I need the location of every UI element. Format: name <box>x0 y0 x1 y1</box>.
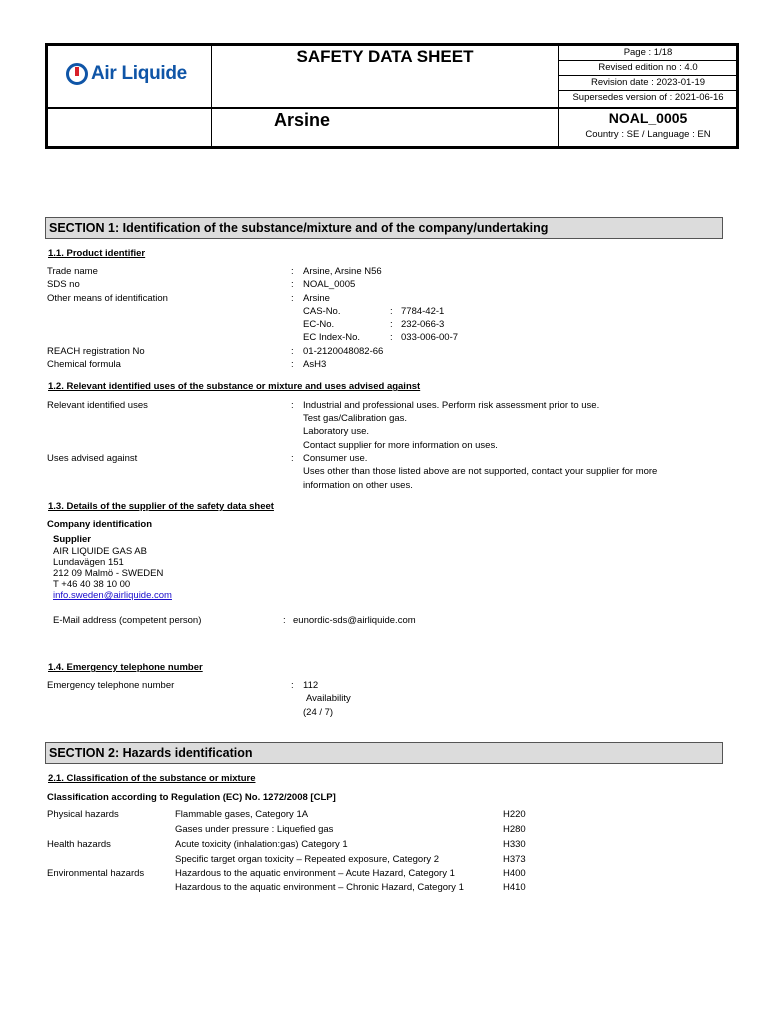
revised-edition: Revised edition no : 4.0 <box>598 62 698 73</box>
supplier-email-link[interactable]: info.sweden@airliquide.com <box>53 590 172 601</box>
reach-value: 01-2120048082-66 <box>303 346 384 357</box>
uses-against-line: information on other uses. <box>303 480 413 491</box>
hazard-code: H220 <box>503 809 526 820</box>
subsection-1-2-heading: 1.2. Relevant identified uses of the substance or mixture and uses advised against <box>48 381 421 392</box>
colon: : <box>390 306 393 317</box>
trade-name-value: Arsine, Arsine N56 <box>303 266 382 277</box>
hazard-class: Flammable gases, Category 1A <box>175 809 309 820</box>
uses-against-line: Uses other than those listed above are not supported, contact your supplier for more <box>303 466 658 477</box>
uses-line: Contact supplier for more information on uses. <box>303 440 498 451</box>
other-means-value: Arsine <box>303 293 330 304</box>
reach-label: REACH registration No <box>47 346 145 357</box>
emergency-phone-label: Emergency telephone number <box>47 680 175 691</box>
competent-email-label: E-Mail address (competent person) <box>53 615 202 626</box>
header-divider <box>559 90 737 91</box>
sds-no-label: SDS no <box>47 279 80 290</box>
cas-value: 7784-42-1 <box>401 306 445 317</box>
uses-line: Industrial and professional uses. Perform risk assessment prior to use. <box>303 400 600 411</box>
colon: : <box>291 680 294 691</box>
competent-email-value: eunordic-sds@airliquide.com <box>293 615 416 626</box>
product-name: Arsine <box>273 110 331 130</box>
subsection-1-4-heading: 1.4. Emergency telephone number <box>48 662 203 673</box>
subsection-2-1-heading: 2.1. Classification of the substance or mixture <box>48 773 256 784</box>
availability-hours: (24 / 7) <box>303 707 334 718</box>
colon: : <box>291 293 294 304</box>
hazard-code: H410 <box>503 882 526 893</box>
ec-index-label: EC Index-No. <box>303 332 361 343</box>
sds-code: NOAL_0005 <box>608 110 688 126</box>
hazard-class: Acute toxicity (inhalation:gas) Category 1 <box>175 839 348 850</box>
hazard-code: H280 <box>503 824 526 835</box>
uses-line: Laboratory use. <box>303 426 370 437</box>
colon: : <box>291 279 294 290</box>
hazard-group-label: Health hazards <box>47 839 111 850</box>
hazard-class: Hazardous to the aquatic environment – Chronic Hazard, Category 1 <box>175 882 464 893</box>
colon: : <box>291 266 294 277</box>
ec-value: 232-066-3 <box>401 319 445 330</box>
formula-label: Chemical formula <box>47 359 121 370</box>
colon: : <box>291 359 294 370</box>
document-title: SAFETY DATA SHEET <box>296 47 474 66</box>
other-means-label: Other means of identification <box>47 293 168 304</box>
uses-against-line: Consumer use. <box>303 453 368 464</box>
logo-text: Air Liquide <box>91 63 187 84</box>
colon: : <box>291 346 294 357</box>
header-divider <box>48 107 737 109</box>
hazard-class: Hazardous to the aquatic environment – Acute Hazard, Category 1 <box>175 868 455 879</box>
emergency-phone-number: 112 <box>303 680 319 691</box>
air-liquide-logo-icon <box>66 63 88 85</box>
section-1-heading: SECTION 1: Identification of the substance/mixture and of the company/undertaking <box>45 217 723 239</box>
country-language: Country : SE / Language : EN <box>585 129 711 140</box>
ec-label: EC-No. <box>303 319 335 330</box>
cas-label: CAS-No. <box>303 306 341 317</box>
ec-index-value: 033-006-00-7 <box>401 332 459 343</box>
uses-against-label: Uses advised against <box>47 453 138 464</box>
revision-date: Revision date : 2023-01-19 <box>590 77 706 88</box>
hazard-class: Specific target organ toxicity – Repeated exposure, Category 2 <box>175 854 440 865</box>
address-line: 212 09 Malmö - SWEDEN <box>53 568 164 579</box>
availability-label: Availability <box>306 693 351 704</box>
header-divider <box>559 75 737 76</box>
colon: : <box>291 453 294 464</box>
formula-value: AsH3 <box>303 359 327 370</box>
colon: : <box>390 319 393 330</box>
clp-regulation-label: Classification according to Regulation (EC) No. 1272/2008 [CLP] <box>47 792 336 803</box>
subsection-1-3-heading: 1.3. Details of the supplier of the safety data sheet <box>48 501 274 512</box>
subsection-1-1-heading: 1.1. Product identifier <box>48 248 146 259</box>
supplier-label: Supplier <box>53 534 92 545</box>
trade-name-label: Trade name <box>47 266 98 277</box>
colon: : <box>283 615 286 626</box>
section-2-heading: SECTION 2: Hazards identification <box>45 742 723 764</box>
hazard-group-label: Environmental hazards <box>47 868 145 879</box>
company-identification-label: Company identification <box>47 519 153 530</box>
uses-line: Test gas/Calibration gas. <box>303 413 408 424</box>
hazard-class: Gases under pressure : Liquefied gas <box>175 824 334 835</box>
uses-label: Relevant identified uses <box>47 400 148 411</box>
air-liquide-logo <box>66 62 187 86</box>
address-line: AIR LIQUIDE GAS AB <box>53 546 147 557</box>
supersedes-version: Supersedes version of : 2021-06-16 <box>572 92 724 103</box>
sds-no-value: NOAL_0005 <box>303 279 356 290</box>
page-number: Page : 1/18 <box>623 47 673 58</box>
phone-line: T +46 40 38 10 00 <box>53 579 131 590</box>
header-divider <box>559 60 737 61</box>
hazard-code: H373 <box>503 854 526 865</box>
hazard-group-label: Physical hazards <box>47 809 119 820</box>
hazard-code: H330 <box>503 839 526 850</box>
colon: : <box>291 400 294 411</box>
hazard-code: H400 <box>503 868 526 879</box>
colon: : <box>390 332 393 343</box>
address-line: Lundavägen 151 <box>53 557 124 568</box>
